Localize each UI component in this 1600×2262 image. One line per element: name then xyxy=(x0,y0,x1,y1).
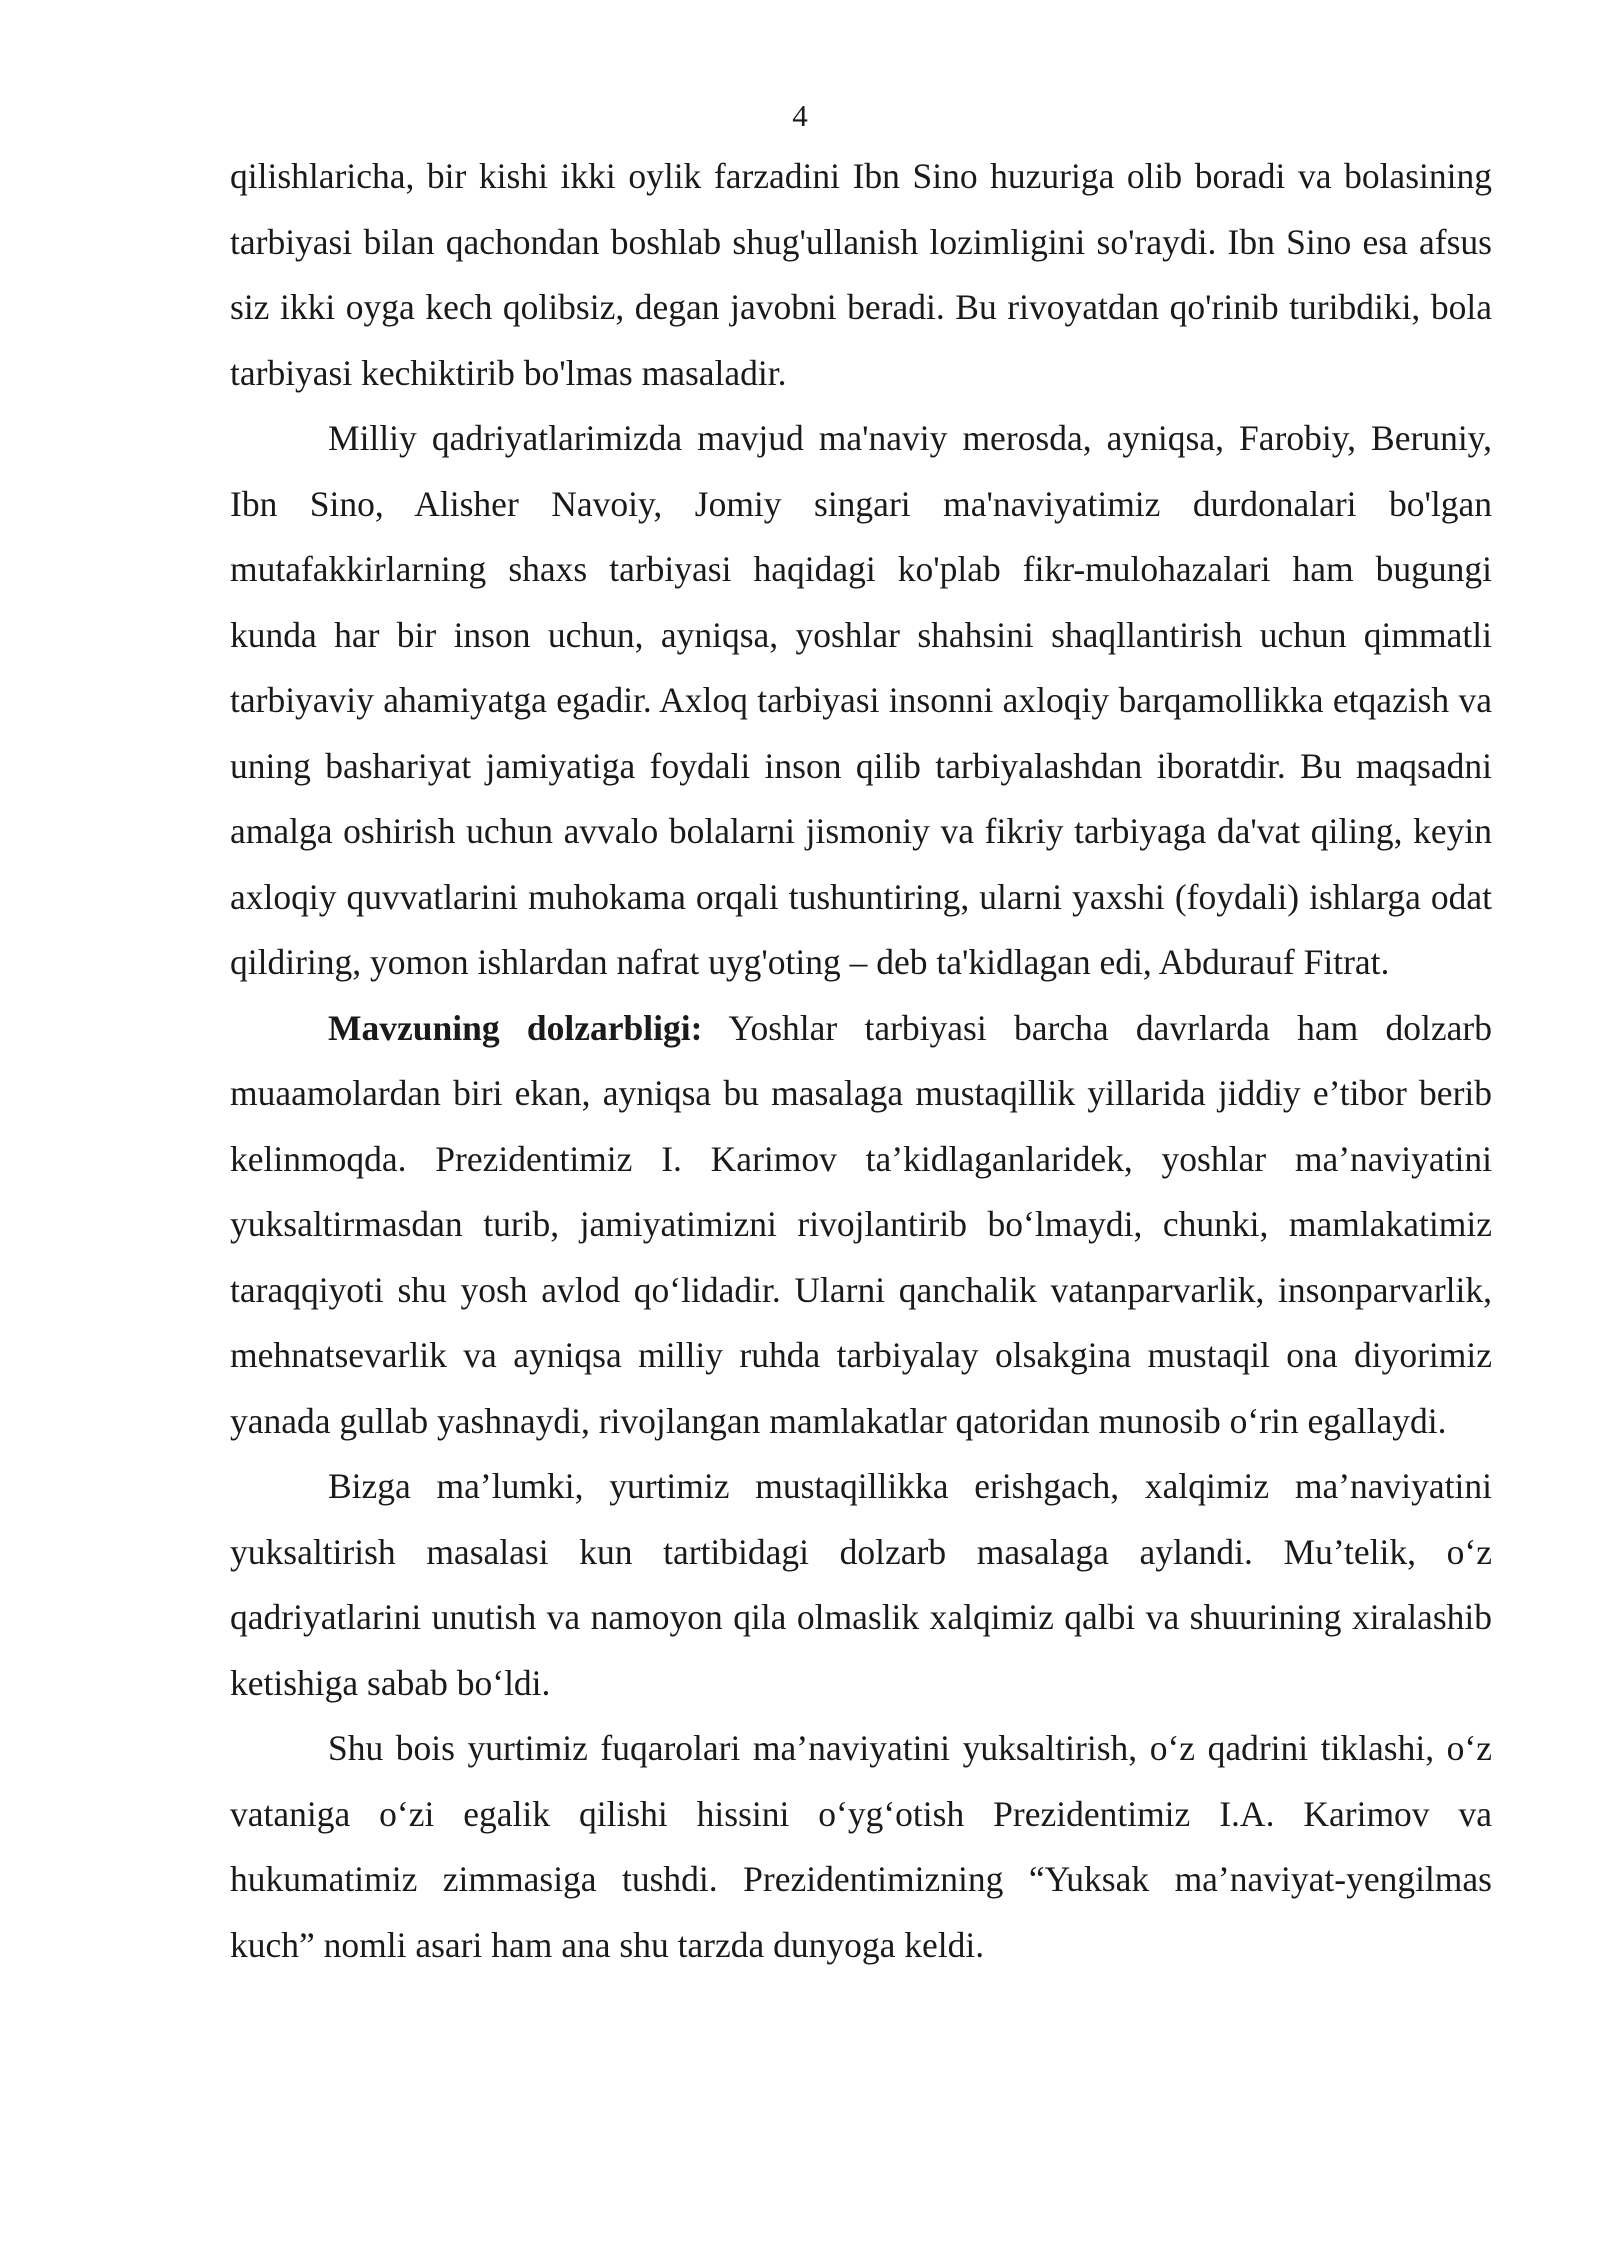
body-text xyxy=(230,144,1492,1978)
paragraph-mavzuning-dolzarbligi xyxy=(230,996,1492,1455)
page-number: 4 xyxy=(792,98,808,133)
section-heading: Mavzuning dolzarbligi: xyxy=(328,1007,703,1048)
paragraph-milliy-qadriyatlar: Milliy qadriyatlarimizda mavjud ma'naviy merosda, ayniqsa, Farobiy, Beruniy, Ibn Sino, Alisher Navoiy, Jomiy singari ma'naviyatimiz durdonalari bo'lgan mutafakkirlarning shaxs tarbiyasi haqidagi ko'plab fikr-mulohazalari ham bugungi kunda har bir inson uchun, ayniqsa, yoshlar shahsini shaqllantirish uchun qimmatli tarbiyaviy ahamiyatga egadir. Axloq tarbiyasi insonni axloqiy barqamollikka etqazish va uning bashariyat jamiyatiga foydali inson qilib tarbiyalashdan iboratdir. Bu maqsadni amalga oshirish uchun avvalo bolalarni jismoniy va fikriy tarbiyaga da'vat qiling, keyin axloqiy quvvatlarini muhokama orqali tushuntiring, ularni yaxshi (foydali) ishlarga odat qildiring, yomon ishlardan nafrat uyg'oting – deb ta'kidlagan edi, Abdurauf Fitrat. xyxy=(230,418,1492,982)
paragraph-bizga-malumki: Bizga ma’lumki, yurtimiz mustaqillikka erishgach, xalqimiz ma’naviyatini yuksaltirish masalasi kun tartibidagi dolzarb masalaga aylandi. Mu’telik, o‘z qadriyatlarini unutish va namoyon qila olmaslik xalqimiz qalbi va shuurining xiralashib ketishiga sabab bo‘ldi. xyxy=(230,1466,1492,1703)
paragraph-continuation: qilishlaricha, bir kishi ikki oylik farzadini Ibn Sino huzuriga olib boradi va bolasining tarbiyasi bilan qachondan boshlab shug'ullanish lozimligini so'raydi. Ibn Sino esa afsus siz ikki oyga kech qolibsiz, degan javobni beradi. Bu rivoyatdan qo'rinib turibdiki, bola tarbiyasi kechiktirib bo'lmas masaladir. xyxy=(230,156,1492,393)
paragraph-text: Yoshlar tarbiyasi barcha davrlarda ham dolzarb muaamolardan biri ekan, ayniqsa bu masalaga mustaqillik yillarida jiddiy e’tibor berib kelinmoqda. Prezidentimiz I. Karimov ta’kidlaganlaridek, yoshlar ma’naviyatini yuksaltirmasdan turib, jamiyatimizni rivojlantirib bo‘lmaydi, chunki, mamlakatimiz taraqqiyoti shu yosh avlod qo‘lidadir. Ularni qanchalik vatanparvarlik, insonparvarlik, mehnatsevarlik va ayniqsa milliy ruhda tarbiyalay olsakgina mustaqil ona diyorimiz yanada gullab yashnaydi, rivojlangan mamlakatlar qatoridan munosib o‘rin egallaydi. xyxy=(230,1007,1492,1441)
paragraph-shu-bois: Shu bois yurtimiz fuqarolari ma’naviyatini yuksaltirish, o‘z qadrini tiklashi, o‘z vataniga o‘zi egalik qilishi hissini o‘yg‘otish Prezidentimiz I.A. Karimov va hukumatimiz zimmasiga tushdi. Prezidentimizning “Yuksak ma’naviyat-yengilmas kuch” nomli asari ham ana shu tarzda dunyoga keldi. xyxy=(230,1728,1492,1965)
